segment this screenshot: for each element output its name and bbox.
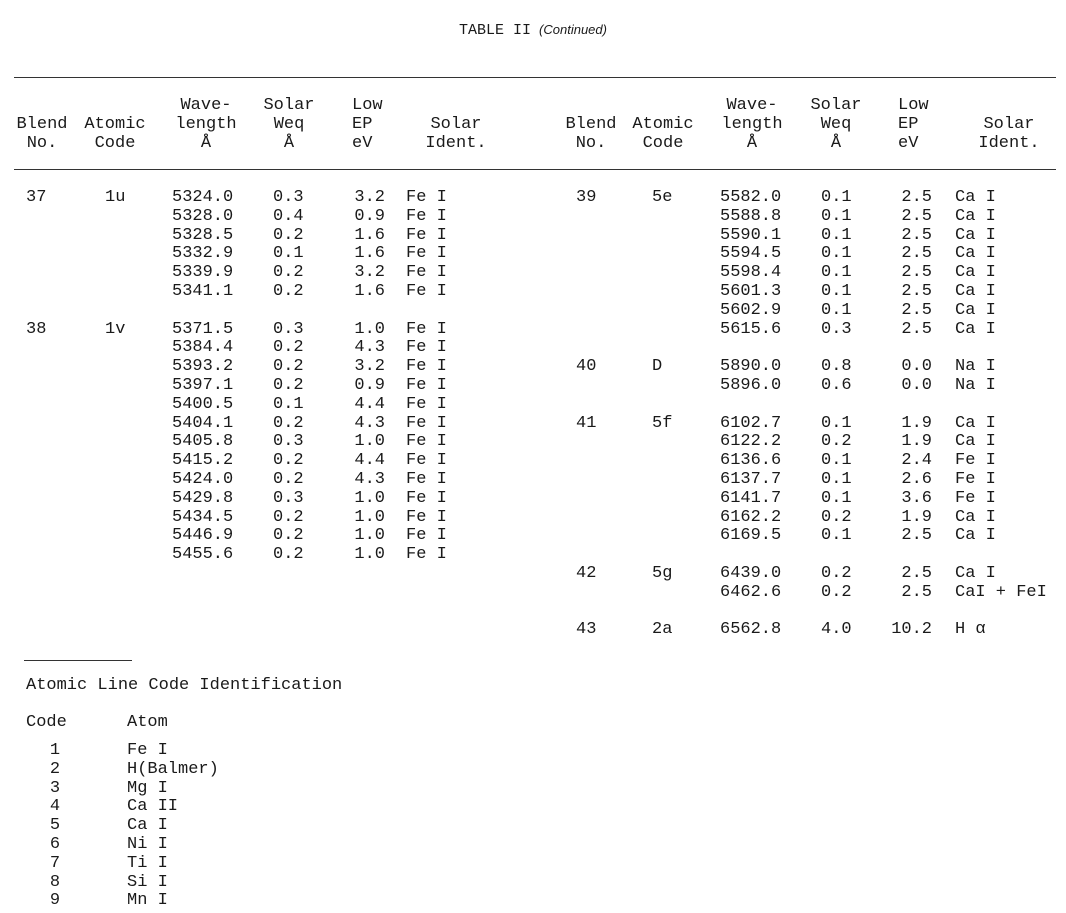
header-bottom-rule [14,169,1056,170]
right-atomic-code: 5g [652,564,673,583]
left-ident-value: Fe I [406,282,447,301]
right-ident-value: Fe I [955,488,996,508]
legend-code-6: 6 [49,835,61,854]
left-wavelength-value: 5328.0 [172,206,234,226]
right-ep-value: 2.5 [901,225,932,245]
left-weq-value: 0.2 [273,263,304,283]
left-ident-value: Fe I [406,413,447,433]
right-header-solar-ident-line-1: Solar [983,115,1035,134]
right-header-low-ep-line-2: EP [898,115,919,134]
right-wavelength-value: 5598.4 [720,263,782,283]
left-ep-value: 3.2 [354,357,385,377]
right-ep-value: 1.9 [901,507,932,527]
right-atomic-code: 2a [652,620,673,640]
right-wavelength-value: 6102.7 [720,413,782,433]
right-ident-value: Fe I [955,470,996,489]
right-ident-value: Ca I [955,507,996,527]
left-ident-value: Fe I [406,319,447,339]
left-header-solar-weq-line-2: Weq [273,115,305,134]
right-ident-value: Ca I [955,225,996,245]
table-title-text: TABLE II [459,22,532,39]
right-weq-value: 0.1 [821,244,852,264]
left-weq-value: 0.2 [273,507,304,527]
right-ep-value: 3.6 [901,488,932,508]
left-weq-value: 0.2 [273,470,304,489]
left-weq-value: 0.2 [273,225,304,245]
left-wavelength-value: 5455.6 [172,545,234,565]
right-wavelength-value: 5594.5 [720,244,782,264]
right-ep-value: 10.2 [891,620,932,640]
left-wavelength-value: 5400.5 [172,394,234,414]
right-header-blend-no-line-1: Blend [565,115,617,134]
left-ep-value: 1.6 [354,225,385,245]
left-ep-value: 4.3 [354,470,385,489]
left-ident-value: Fe I [406,451,447,471]
right-header-wavelength-line-1: Wave- [726,96,778,115]
left-weq-value: 0.2 [273,526,304,546]
legend-atom-header: Atom [127,713,168,732]
right-header-blend-no-line-2: No. [575,134,607,153]
right-ep-value: 1.9 [901,413,932,433]
right-weq-value: 0.8 [821,357,852,377]
left-header-wavelength-line-2: length [175,115,237,134]
left-wavelength-value: 5424.0 [172,470,234,489]
right-ident-value: Na I [955,376,996,395]
right-atomic-code: 5f [652,413,673,433]
right-ep-value: 2.5 [901,526,932,546]
right-atomic-code: 5e [652,188,673,207]
right-ident-value: Fe I [955,451,996,471]
right-header-solar-weq-line-2: Weq [820,115,852,134]
right-header-wavelength-line-2: length [721,115,783,134]
legend-atom: Ni I [127,835,168,854]
legend-title: Atomic Line Code Identification [26,676,343,695]
left-ident-value: Fe I [406,488,447,508]
legend-code-header: Code [26,713,67,732]
right-ident-value: Ca I [955,206,996,226]
right-wavelength-value: 5582.0 [720,188,782,207]
right-wavelength-value: 6462.6 [720,582,782,602]
footnote-rule [24,660,132,661]
legend-atom: Fe I [127,741,168,760]
right-ep-value: 2.5 [901,244,932,264]
right-weq-value: 0.1 [821,488,852,508]
left-ep-value: 4.4 [354,451,385,471]
legend-code-7: 7 [49,853,61,873]
left-weq-value: 0.4 [273,206,304,226]
legend-atom: Si I [127,872,168,892]
top-rule [14,77,1056,78]
right-ep-value: 2.5 [901,206,932,226]
left-header-blend-no-line-2: No. [26,134,58,153]
left-header-solar-ident-line-1: Solar [430,115,482,134]
right-ident-value: Na I [955,357,996,377]
right-blend-no: 39 [576,188,597,207]
legend-code-1: 1 [49,741,61,760]
right-wavelength-value: 5602.9 [720,300,782,320]
right-header-low-ep-line-3: eV [898,134,919,153]
left-header-low-ep-line-1: Low [352,96,383,115]
right-weq-value: 0.2 [821,507,852,527]
right-wavelength-value: 5601.3 [720,282,782,301]
left-wavelength-value: 5328.5 [172,225,234,245]
left-wavelength-value: 5393.2 [172,357,234,377]
left-ep-value: 1.0 [354,526,385,546]
left-ident-value: Fe I [406,206,447,226]
right-weq-value: 4.0 [821,620,852,640]
left-ident-value: Fe I [406,394,447,414]
left-ident-value: Fe I [406,432,447,452]
right-weq-value: 0.1 [821,526,852,546]
left-weq-value: 0.2 [273,451,304,471]
left-weq-value: 0.3 [273,432,304,452]
left-ident-value: Fe I [406,545,447,565]
left-ident-value: Fe I [406,225,447,245]
table-subtitle: (Continued) [539,22,607,37]
right-ident-value: Ca I [955,564,996,583]
right-weq-value: 0.1 [821,188,852,207]
left-weq-value: 0.2 [273,338,304,358]
left-wavelength-value: 5371.5 [172,319,234,339]
right-weq-value: 0.6 [821,376,852,395]
right-ep-value: 1.9 [901,432,932,452]
left-ident-value: Fe I [406,263,447,283]
left-wavelength-value: 5341.1 [172,282,234,301]
left-ep-value: 1.0 [354,432,385,452]
right-ep-value: 2.5 [901,188,932,207]
left-header-low-ep-line-3: eV [352,134,373,153]
right-wavelength-value: 6439.0 [720,564,782,583]
left-ident-value: Fe I [406,507,447,527]
legend-atom: Ti I [127,853,168,873]
right-header-low-ep-line-1: Low [898,96,929,115]
left-wavelength-value: 5384.4 [172,338,234,358]
left-weq-value: 0.3 [273,188,304,207]
left-wavelength-value: 5415.2 [172,451,234,471]
right-header-solar-weq-line-1: Solar [810,96,862,115]
right-ep-value: 2.5 [901,300,932,320]
left-ep-value: 1.6 [354,244,385,264]
left-weq-value: 0.3 [273,488,304,508]
left-header-wavelength-line-1: Wave- [180,96,232,115]
left-atomic-code: 1u [105,188,126,207]
left-ident-value: Fe I [406,338,447,358]
right-weq-value: 0.1 [821,206,852,226]
right-wavelength-value: 6162.2 [720,507,782,527]
right-header-wavelength-line-3: Å [746,134,758,153]
legend-code-4: 4 [49,797,61,817]
right-ident-value: Ca I [955,432,996,452]
left-weq-value: 0.1 [273,394,304,414]
right-ident-value: Ca I [955,413,996,433]
right-weq-value: 0.1 [821,300,852,320]
right-wavelength-value: 6169.5 [720,526,782,546]
legend-code-5: 5 [49,816,61,836]
right-blend-no: 42 [576,564,597,583]
legend-code-8: 8 [49,872,61,892]
left-ep-value: 3.2 [354,263,385,283]
right-ident-value: Ca I [955,244,996,264]
right-ident-value: Ca I [955,188,996,207]
left-wavelength-value: 5434.5 [172,507,234,527]
left-wavelength-value: 5429.8 [172,488,234,508]
left-ep-value: 1.0 [354,319,385,339]
right-ident-value: CaI + FeI [955,582,1047,602]
left-header-blend-no-line-1: Blend [16,115,68,134]
left-header-low-ep-line-2: EP [352,115,373,134]
right-weq-value: 0.2 [821,582,852,602]
right-wavelength-value: 5590.1 [720,225,782,245]
right-wavelength-value: 6136.6 [720,451,782,471]
left-ident-value: Fe I [406,470,447,489]
right-ident-value: Ca I [955,319,996,339]
right-wavelength-value: 5588.8 [720,206,782,226]
left-header-atomic-code-line-2: Code [94,134,136,153]
left-header-wavelength-line-3: Å [200,134,212,153]
left-blend-no: 38 [26,319,47,339]
legend-code-2: 2 [49,759,61,779]
right-ep-value: 2.4 [901,451,932,471]
right-blend-no: 41 [576,413,597,433]
right-ep-value: 0.0 [901,357,932,377]
right-weq-value: 0.3 [821,319,852,339]
right-weq-value: 0.1 [821,413,852,433]
table-title [0,22,1066,39]
left-weq-value: 0.2 [273,545,304,565]
left-ep-value: 4.3 [354,338,385,358]
left-wavelength-value: 5324.0 [172,188,234,207]
right-wavelength-value: 6141.7 [720,488,782,508]
right-ep-value: 2.5 [901,319,932,339]
left-weq-value: 0.3 [273,319,304,339]
left-ident-value: Fe I [406,357,447,377]
legend-atom: H(Balmer) [127,759,219,779]
right-wavelength-value: 6137.7 [720,470,782,489]
legend-atom: Ca I [127,816,168,836]
right-ep-value: 0.0 [901,376,932,395]
left-ident-value: Fe I [406,244,447,264]
right-weq-value: 0.1 [821,451,852,471]
left-ep-value: 1.0 [354,545,385,565]
right-wavelength-value: 6562.8 [720,620,782,640]
left-ep-value: 3.2 [354,188,385,207]
right-ident-value: Ca I [955,263,996,283]
left-wavelength-value: 5332.9 [172,244,234,264]
right-header-atomic-code-line-2: Code [642,134,684,153]
left-weq-value: 0.2 [273,413,304,433]
right-header-solar-ident-line-2: Ident. [978,134,1040,153]
left-ep-value: 1.0 [354,488,385,508]
right-ident-value: H α [955,620,986,640]
right-wavelength-value: 5615.6 [720,319,782,339]
left-ep-value: 1.0 [354,507,385,527]
left-header-solar-ident-line-2: Ident. [425,134,487,153]
right-weq-value: 0.1 [821,225,852,245]
right-weq-value: 0.1 [821,470,852,489]
left-wavelength-value: 5404.1 [172,413,234,433]
left-wavelength-value: 5405.8 [172,432,234,452]
left-header-atomic-code-line-1: Atomic [84,115,146,134]
left-weq-value: 0.2 [273,357,304,377]
left-weq-value: 0.2 [273,376,304,395]
right-weq-value: 0.2 [821,564,852,583]
legend-code-9: 9 [49,891,61,911]
left-weq-value: 0.1 [273,244,304,264]
right-atomic-code: D [652,357,663,377]
legend-code-3: 3 [49,778,61,798]
right-ident-value: Ca I [955,526,996,546]
right-blend-no: 40 [576,357,597,377]
left-header-solar-weq-line-3: Å [283,134,295,153]
left-ident-value: Fe I [406,376,447,395]
right-weq-value: 0.1 [821,263,852,283]
left-ep-value: 4.3 [354,413,385,433]
left-ep-value: 0.9 [354,206,385,226]
right-ep-value: 2.5 [901,582,932,602]
right-ident-value: Ca I [955,282,996,301]
left-header-solar-weq-line-1: Solar [263,96,315,115]
left-wavelength-value: 5446.9 [172,526,234,546]
right-wavelength-value: 5896.0 [720,376,782,395]
left-wavelength-value: 5397.1 [172,376,234,395]
right-wavelength-value: 5890.0 [720,357,782,377]
left-ident-value: Fe I [406,188,447,207]
legend-atom: Mn I [127,891,168,911]
right-ident-value: Ca I [955,300,996,320]
legend-atom: Mg I [127,778,168,798]
right-wavelength-value: 6122.2 [720,432,782,452]
left-ep-value: 4.4 [354,394,385,414]
left-ident-value: Fe I [406,526,447,546]
right-ep-value: 2.5 [901,564,932,583]
right-blend-no: 43 [576,620,597,640]
legend-atom: Ca II [127,797,179,817]
right-ep-value: 2.5 [901,282,932,301]
right-ep-value: 2.5 [901,263,932,283]
left-ep-value: 0.9 [354,376,385,395]
left-wavelength-value: 5339.9 [172,263,234,283]
left-weq-value: 0.2 [273,282,304,301]
left-ep-value: 1.6 [354,282,385,301]
left-atomic-code: 1v [105,319,126,339]
right-weq-value: 0.2 [821,432,852,452]
right-weq-value: 0.1 [821,282,852,301]
right-header-atomic-code-line-1: Atomic [632,115,694,134]
right-header-solar-weq-line-3: Å [830,134,842,153]
right-ep-value: 2.6 [901,470,932,489]
left-blend-no: 37 [26,188,47,207]
